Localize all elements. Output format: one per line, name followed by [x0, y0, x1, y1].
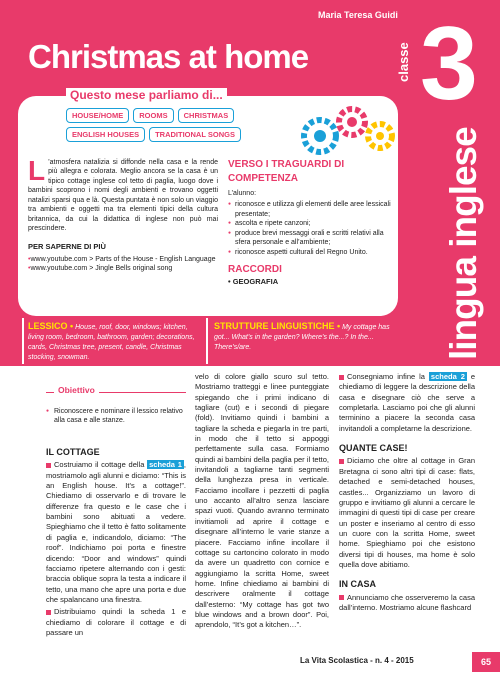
lessico-block — [28, 320, 198, 364]
bullet-square — [339, 459, 344, 464]
gears-illustration — [290, 98, 400, 162]
paragraph: velo di colore giallo scuro sul tetto. Mostriamo tratteggi e linee punteggiate spiegando che i primi indicano di tagliare (cut) e i secondi di piegare (fold). Invitiamo quindi i bambini a tagliare la scheda e piegarla in tre parti, in modo che il tetto si appoggi perfettamente sulla casa. Formiamo quindi ai bambini della paglia per il tetto, invitandoli a tagliarne tanti segmenti della lunghezza presa in verticale. Facciamo incollare i pezzetti di paglia uno accanto all’altro senza lasciare spazi vuoti. Quando avranno terminato invitiamoli ad aprire il cottage e disegnare all’interno le varie stanze a piacere. Facciamo infine incollare il cottage su cartoncino colorato in modo da avere un quadretto con cornice e aggiungiamo la scritta Home, sweet home. Infine chiediamo ai bambini di descrivere oralmente il cottage dall’esterno: “My cottage has got two blue windows and a brown door”. Poi, aprendolo, “It’s got a kitchen…”. — [195, 372, 329, 630]
topic-tag: ROOMS — [133, 108, 173, 123]
paragraph-text: Consegniamo infine la — [347, 372, 429, 381]
obiettivo-box — [46, 385, 186, 440]
paragraph-text: , mostriamolo agli alunni e diciamo: “This is an English house. It’s a cottage!”. Chiediamo di osservarlo e di trovare le differenze fra questo e le case che i bambini sono abituati a vedere. Spieghiamo che il tetto è fatto solitamente di paglia e, indicandolo, diciamo: “The roof”. Indichiamo poi porta e finestre dicendo: “Door and windows” quindi facciamo ripetere alternando con i gesti: braccia oblique sopra la testa a indicare il tetto, una mano che apre una porta e due che spalancano una finestra. — [46, 460, 186, 604]
classe-label: classe — [396, 42, 411, 82]
obiettivo-item: ● Riconoscere e nominare il lessico relativo alla casa e alle stanze. — [46, 407, 186, 426]
page-title: Christmas at home — [28, 38, 309, 75]
magazine-footer: La Vita Scolastica - n. 4 - 2015 — [300, 656, 414, 665]
paragraph-text: Costruiamo il cottage della — [54, 460, 148, 470]
divider — [206, 318, 208, 364]
links-heading: PER SAPERNE DI PIÙ — [28, 241, 106, 251]
strutture-text: My cottage has got... What’s in the garden? Where’s the...? In the... There’s/are. — [214, 324, 390, 352]
paragraph — [46, 607, 186, 638]
competenze-intro: L’alunno: — [228, 190, 257, 197]
body-column-3 — [339, 372, 475, 615]
link-item[interactable]: • www.youtube.com > Jingle Bells original song — [28, 264, 218, 273]
subject-label: lingua inglese — [443, 127, 484, 360]
competenze-block — [228, 158, 400, 287]
obiettivo-tag: Obiettivo — [54, 385, 99, 396]
competenza-item: ● riconosce e utilizza gli elementi delle aree lessicali presentate; — [228, 200, 400, 219]
topics-heading: Questo mese parliamo di... — [66, 88, 227, 102]
intro-paragraph: ’atmosfera natalizia si diffonde nella casa e la rende più allegra e colorata. Meglio ancora se la casa è un tipico cottage inglese col tetto di paglia, luogo dove i bambini scoprono i nomi degli ambienti e trovano oggetti natalizi sparsi qua e là. Questa puntata è non solo un viaggio tra ambienti e oggetti ma tra elementi tipici della cultura britannica, da cui la didattica di inglese non può mai prescindere. — [28, 159, 218, 233]
paragraph — [46, 460, 186, 605]
paragraph-text: Distribuiamo quindi la scheda 1 e chiediamo di colorare il cottage e di passare un — [46, 607, 186, 637]
bullet-square — [339, 595, 344, 600]
paragraph — [339, 456, 475, 570]
author-name: Maria Teresa Guidi — [318, 10, 398, 20]
lessico-text: House, roof, door, windows; kitchen, living room, bedroom, bathroom, garden; decorations, cards, Christmas tree, present, candle, Christmas stocking, snowman. — [28, 324, 195, 362]
bullet-square — [46, 463, 51, 468]
bullet-square — [46, 610, 51, 615]
competenza-item: ● ascolta e ripete canzoni; — [228, 219, 400, 228]
topic-tag: ENGLISH HOUSES — [66, 127, 145, 142]
links-list — [28, 255, 218, 274]
obiettivo-list — [46, 407, 186, 426]
section-heading-quante-case: QUANTE CASE! — [339, 443, 408, 454]
body-column-1 — [46, 446, 186, 640]
paragraph — [339, 372, 475, 434]
link-item[interactable]: • www.youtube.com > Parts of the House - English Language — [28, 255, 218, 264]
competenza-item: ● produce brevi messaggi orali e scritti relativi alla sfera personale e all’ambiente; — [228, 229, 400, 248]
strutture-label: STRUTTURE LINGUISTICHE • — [214, 321, 341, 331]
topics-list — [66, 108, 276, 142]
section-heading-in-casa: IN CASA — [339, 579, 377, 590]
paragraph-text: e chiediamo di leggere la descrizione della casa e disegnare ciò che serve a completarla. Lasciamo poi che gli alunni terminino a piacere la seconda casa invitandoli a completarne la descrizione. — [339, 372, 475, 433]
divider — [22, 318, 24, 364]
dropcap: L — [28, 155, 46, 186]
topic-tag: TRADITIONAL SONGS — [149, 127, 241, 142]
paragraph-text: Diciamo che oltre al cottage in Gran Bretagna ci sono altri tipi di case: flats, detached e semi-detached houses, castles... Organizziamo un lavoro di gruppo e invitiamo gli alunni a cercare le immagini di questi tipi di case per creare un poster e inseriamo al centro di esso un cuore con la scritta Home, sweet home. Spieghiamo poi che esistono diversi tipi di houses, ma home è solo quella dove abitiamo. — [339, 456, 475, 569]
lessico-label: LESSICO • — [28, 321, 74, 331]
topic-tag: HOUSE/HOME — [66, 108, 129, 123]
section-heading-cottage: IL COTTAGE — [46, 447, 100, 457]
classe-number: 3 — [420, 6, 478, 122]
paragraph-text: Annunciamo che osserveremo la casa dall’interno. Mostriamo alcune flashcard — [339, 592, 475, 612]
paragraph — [339, 593, 475, 614]
raccordi-heading: RACCORDI — [228, 264, 282, 276]
competenze-heading: VERSO I TRAGUARDI DI COMPETENZA — [228, 159, 345, 184]
page-number: 65 — [472, 652, 500, 672]
body-column-2 — [195, 372, 329, 633]
scheda-badge: scheda 1 — [149, 460, 182, 470]
bullet-square — [339, 375, 344, 380]
raccordi-item: • GEOGRAFIA — [228, 276, 279, 286]
strutture-block — [214, 320, 394, 353]
competenza-item: ● riconosce aspetti culturali del Regno Unito. — [228, 248, 400, 257]
topic-tag: CHRISTMAS — [178, 108, 235, 123]
scheda-badge: scheda 2 — [430, 372, 465, 381]
competenze-list — [228, 200, 400, 257]
intro-text-block — [28, 155, 218, 274]
